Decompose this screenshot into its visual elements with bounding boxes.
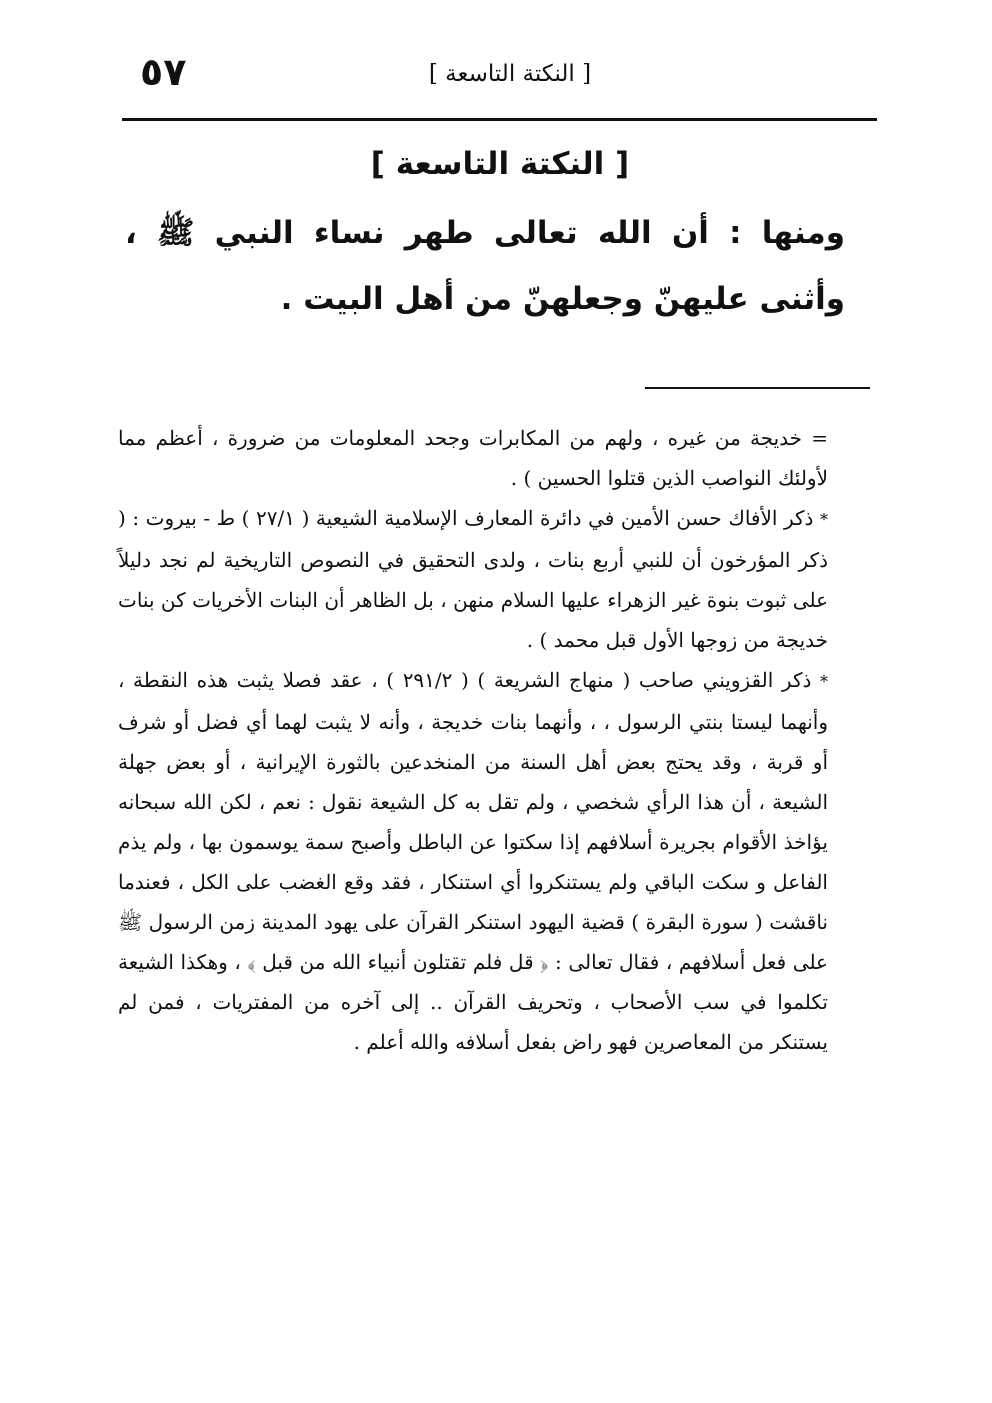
running-head: [ النكتة التاسعة ] — [428, 61, 592, 87]
footnote-1-text: ذكر الأفاك حسن الأمين في دائرة المعارف الإسلامية الشيعية ( ٢٧/١ ) ط - بيروت : ( ذكر المؤرخون أن للنبي أربع بنات ، ولدى التحقيق في النصوص التاريخية لم نجد دليلاً على ثبوت بنوة غير الزهراء عليها السلام منهن ، بل الظاهر أن البنات الأخريات كن بنات خديجة من زوجها الأول قبل محمد ) . — [118, 506, 828, 652]
main-text: ومنها : أن الله تعالى طهر نساء النبي ﷺ ، وأثنى عليهنّ وجعلهنّ من أهل البيت . — [125, 215, 845, 317]
footnote-star-marker: * — [820, 510, 829, 529]
footnote-1 — [118, 498, 828, 660]
footnote-2-text: ذكر القزويني صاحب ( منهاج الشريعة ) ( ٢٩١/٢ ) ، عقد فصلا يثبت هذه النقطة ، وأنهما ليستا بنتي الرسول ، ، وأنهما بنات خديجة ، وأنه لا يثبت لهما أي فضل أو شرف أو قربة ، وقد يحتج بعض أهل السنة من المنخدعين بالثورة الإيرانية ، أو بعض جهلة الشيعة ، أن هذا الرأي شخصي ، ولم تقل به كل الشيعة نقول : نعم ، لكن الله سبحانه يؤاخذ الأقوام بجريرة أسلافهم إذا سكتوا عن الباطل وأصبح سمة يوسمون بها ، ولم يذم الفاعل و سكت الباقي ولم يستنكروا أي استنكار ، فقد وقع الغضب على الكل ، فعندما ناقشت ( سورة البقرة ) قضية اليهود استنكر القرآن على يهود المدينة زمن الرسول ﷺ على فعل أسلافهم ، فقال تعالى : ﴿ قل فلم تقتلون أنبياء الله من قبل ﴾ ، وهكذا الشيعة تكلموا في سب الأصحاب ، وتحريف القرآن .. إلى آخره من المفتريات ، فمن لم يستنكر من المعاصرين فهو راض بفعل أسلافه والله أعلم . — [118, 668, 828, 1054]
footnote-2 — [118, 660, 828, 1062]
footnote-separator — [645, 387, 870, 389]
page-number: ٥٧ — [140, 50, 187, 94]
footnote-star-marker: * — [820, 672, 828, 691]
section-title: [ النكتة التاسعة ] — [370, 146, 630, 182]
footnotes — [118, 418, 828, 1062]
header-rule — [122, 118, 877, 121]
footnote-continuation: = خديجة من غيره ، ولهم من المكابرات وجحد المعلومات من ضرورة ، أعظم مما لأولئك النواصب الذين قتلوا الحسين ) . — [118, 426, 828, 490]
